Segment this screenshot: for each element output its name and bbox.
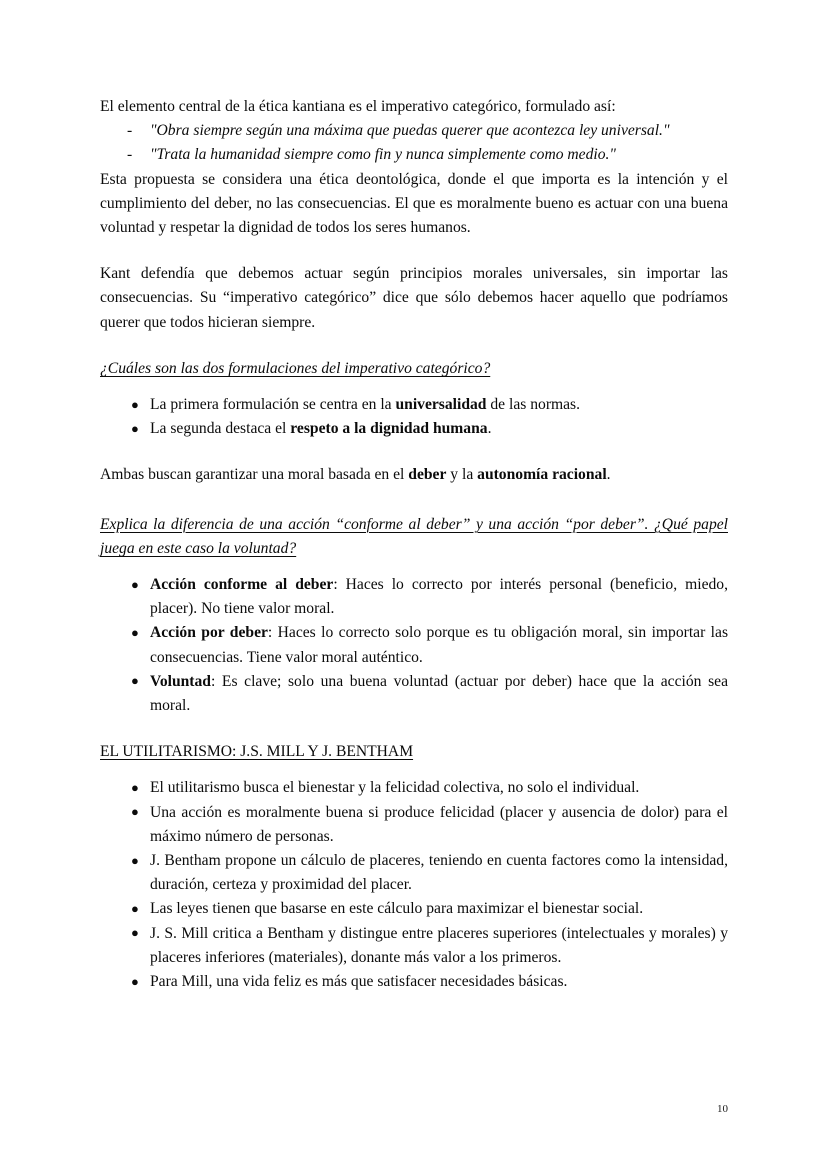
text-run: Ambas buscan garantizar una moral basada en el xyxy=(100,466,409,484)
dash-marker-icon: - xyxy=(127,122,133,140)
bold-run: Acción por deber xyxy=(150,624,268,642)
list-item xyxy=(100,393,728,417)
list-item xyxy=(100,417,728,441)
heading-accion: Explica la diferencia de una acción “conforme al deber” y una acción “por deber”. ¿Qué papel juega en este caso la voluntad? xyxy=(100,515,728,557)
bullet-icon: ● xyxy=(131,624,139,640)
list-item xyxy=(100,621,728,669)
spacer xyxy=(100,488,728,513)
paragraph-kant: Kant defendía que debemos actuar según principios morales universales, sin importar las consecuencias. Su “imperativo categórico” dice que sólo debemos hacer aquello que podríamos querer que todos hicieran siempre. xyxy=(100,265,728,331)
list-item-text xyxy=(150,576,728,617)
spacer xyxy=(100,335,728,357)
accion-bullet-list xyxy=(100,573,728,718)
bullet-icon: ● xyxy=(131,779,139,795)
list-item xyxy=(100,897,728,921)
spacer xyxy=(100,240,728,262)
list-item xyxy=(100,922,728,970)
bullet-icon: ● xyxy=(131,673,139,689)
list-item-text xyxy=(150,624,728,665)
bold-run: Voluntad xyxy=(150,672,211,690)
text-run: La primera formulación se centra en la xyxy=(150,396,396,414)
formulaciones-bullet-list xyxy=(100,393,728,441)
quote-item xyxy=(100,143,728,167)
bold-run: respeto a la dignidad humana xyxy=(290,420,488,438)
list-item-text: J. S. Mill critica a Bentham y distingue entre placeres superiores (intelectuales y morales) y placeres inferiores (materiales), donante más valor a los primeros. xyxy=(150,924,728,966)
text-run: de las normas. xyxy=(486,396,581,414)
bullet-icon: ● xyxy=(131,852,139,868)
list-item-text xyxy=(150,420,491,437)
quote-list xyxy=(100,119,728,167)
bullet-icon: ● xyxy=(131,420,139,436)
list-item-text: Para Mill, una vida feliz es más que satisfacer necesidades básicas. xyxy=(150,973,568,991)
intro-paragraph: El elemento central de la ética kantiana es el imperativo categórico, formulado así: xyxy=(100,98,616,115)
page-content xyxy=(100,95,728,994)
spacer xyxy=(100,561,728,573)
text-run: : Haces lo correcto por interés personal (beneficio, miedo, placer). No tiene valor moral. xyxy=(150,576,728,618)
heading-formulaciones: ¿Cuáles son las dos formulaciones del imperativo categórico? xyxy=(100,359,491,377)
bold-run: universalidad xyxy=(395,396,487,414)
list-item-text xyxy=(150,396,580,413)
dash-marker-icon: - xyxy=(127,146,133,164)
spacer xyxy=(100,441,728,463)
list-item xyxy=(100,801,728,849)
list-item xyxy=(100,776,728,800)
bullet-icon: ● xyxy=(131,576,139,592)
list-item-text xyxy=(150,673,728,714)
bullet-icon: ● xyxy=(131,925,139,941)
page-number: 10 xyxy=(717,1103,728,1115)
bold-run: Acción conforme al deber xyxy=(150,576,334,594)
quote-item xyxy=(100,119,728,143)
spacer xyxy=(100,381,728,393)
spacer xyxy=(100,764,728,776)
paragraph-deontologica: Esta propuesta se considera una ética deontológica, donde el que importa es la intención y el cumplimiento del deber, no las consecuencias. El que es moralmente bueno es actuar con una buena voluntad y respetar la dignidad de todos los seres humanos. xyxy=(100,170,728,237)
bullet-icon: ● xyxy=(131,973,139,989)
list-item xyxy=(100,573,728,621)
text-run: y la xyxy=(446,466,478,484)
quote-text: "Trata la humanidad siempre como fin y nunca simplemente como medio." xyxy=(150,146,616,164)
quote-text: "Obra siempre según una máxima que puedas querer que acontezca ley universal." xyxy=(150,122,670,140)
bullet-icon: ● xyxy=(131,804,139,820)
list-item-text: Una acción es moralmente buena si produce felicidad (placer y ausencia de dolor) para el máximo número de personas. xyxy=(150,803,728,845)
spacer xyxy=(100,718,728,740)
bold-run: deber xyxy=(408,466,447,484)
list-item xyxy=(100,670,728,718)
heading-utilitarismo xyxy=(100,740,728,764)
bullet-icon: ● xyxy=(131,900,139,916)
list-item-text: J. Bentham propone un cálculo de placeres, teniendo en cuenta factores como la intensidad, duración, certeza y proximidad del placer. xyxy=(150,852,728,894)
list-item xyxy=(100,849,728,897)
bullet-icon: ● xyxy=(131,396,139,412)
text-run: . xyxy=(606,466,611,484)
utilitarismo-bullet-list xyxy=(100,776,728,994)
text-run: : Es clave; solo una buena voluntad (actuar por deber) hace que la acción sea moral. xyxy=(150,672,728,715)
text-run: . xyxy=(487,420,492,438)
text-run: : Haces lo correcto solo porque es tu obligación moral, sin importar las consecuencias. Tiene valor moral auténtico. xyxy=(150,624,729,666)
paragraph-ambas xyxy=(100,463,728,487)
list-item-text: El utilitarismo busca el bienestar y la felicidad colectiva, no solo el individual. xyxy=(150,779,640,797)
heading-utilitarismo-text: EL UTILITARISMO: J.S. MILL Y J. BENTHAM xyxy=(100,743,414,761)
list-item xyxy=(100,970,728,994)
bold-run: autonomía racional xyxy=(477,466,607,484)
text-run: La segunda destaca el xyxy=(150,420,291,438)
list-item-text: Las leyes tienen que basarse en este cálculo para maximizar el bienestar social. xyxy=(150,900,644,918)
